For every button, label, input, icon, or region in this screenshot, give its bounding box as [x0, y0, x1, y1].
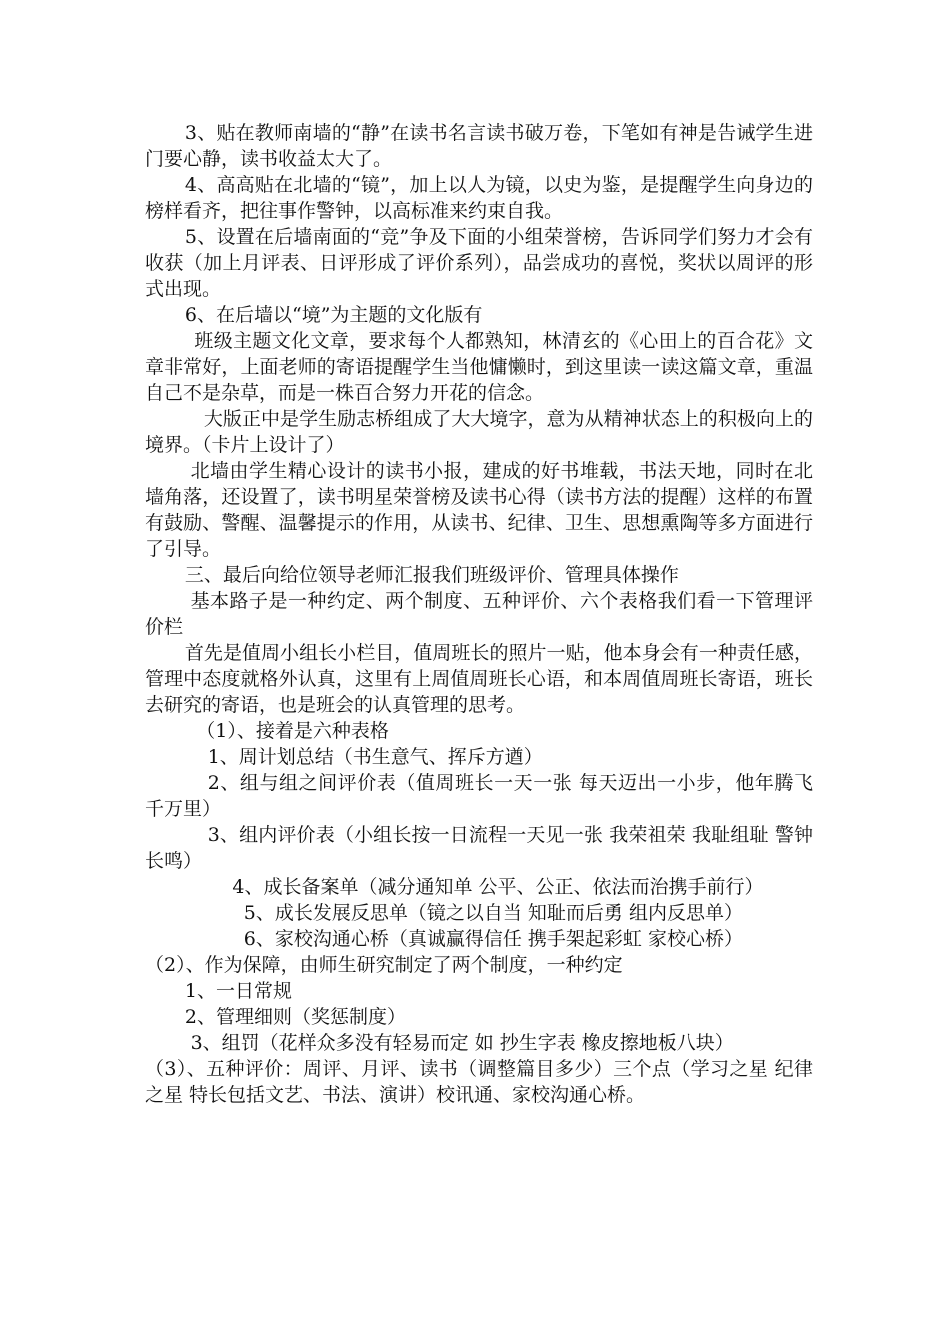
paragraph-realm-board: 6、在后墙以“境”为主题的文化版有 [184, 304, 483, 326]
list-item-management-rules: 2、管理细则（奖惩制度） [184, 1006, 406, 1028]
paragraph-five-evaluations: （3）、五种评价：周评、月评、读书（调整篇目多少）三个点（学习之星 纪律之星 特长包括文艺、书法、演讲）校讯通、家校沟通心桥。 [145, 1058, 813, 1106]
list-item-weekly-plan: 1、周计划总结（书生意气、挥斥方遒） [207, 746, 543, 768]
paragraph-six-forms: （1）、接着是六种表格 [196, 720, 389, 742]
list-item-growth-record: 4、成长备案单（减分通知单 公平、公正、依法而治携手前行） [232, 876, 764, 898]
paragraph-mirror-wall: 4、高高贴在北墙的“镜”，加上以人为镜，以史为鉴，是提醒学生向身边的榜样看齐，把往事作警钟，以高标准来约束自我。 [145, 174, 813, 222]
paragraph-basic-approach: 基本路子是一种约定、两个制度、五种评价、六个表格我们看一下管理评价栏 [145, 590, 813, 638]
paragraph-theme-article: 班级主题文化文章，要求每个人都熟知，林清玄的《心田上的百合花》文章非常好，上面老师的寄语提醒学生当他慵懒时，到这里读一读这篇文章，重温自己不是杂草，而是一株百合努力开花的信念。 [145, 330, 813, 404]
paragraph-quiet-wall: 3、贴在教师南墙的“静”在读书名言读书破万卷，下笔如有神是告诫学生进门要心静，读书收益太大了。 [145, 122, 813, 170]
paragraph-two-systems: （2）、作为保障，由师生研究制定了两个制度，一种约定 [145, 954, 623, 976]
list-item-daily-routine: 1、一日常规 [184, 980, 292, 1002]
paragraph-north-wall: 北墙由学生精心设计的读书小报，建成的好书堆载，书法天地，同时在北墙角落，还设置了，读书明星荣誉榜及读书心得（读书方法的提醒）这样的布置有鼓励、警醒、温馨提示的作用，从读书、纪律、卫生、思想熏陶等多方面进行了引导。 [145, 460, 813, 560]
paragraph-section-three: 三、最后向给位领导老师汇报我们班级评价、管理具体操作 [184, 564, 679, 586]
list-item-in-group-evaluation: 3、组内评价表（小组长按一日流程一天见一张 我荣祖荣 我耻组耻 警钟长鸣） [145, 824, 813, 872]
paragraph-competition-wall: 5、设置在后墙南面的“竞”争及下面的小组荣誉榜，告诉同学们努力才会有收获（加上月评表、日评形成了评价系列），品尝成功的喜悦，奖状以周评的形式出现。 [145, 226, 813, 300]
paragraph-main-board: 大版正中是学生励志桥组成了大大境字，意为从精神状态上的积极向上的境界。（卡片上设计了） [145, 408, 813, 456]
list-item-group-penalty: 3、组罚（花样众多没有轻易而定 如 抄生字表 橡皮擦地板八块） [190, 1032, 734, 1054]
list-item-home-school-bridge: 6、家校沟通心桥（真诚赢得信任 携手架起彩虹 家校心桥） [243, 928, 743, 950]
paragraph-duty-leader: 首先是值周小组长小栏目，值周班长的照片一贴，他本身会有一种责任感，管理中态度就格外认真，这里有上周值周班长心语，和本周值周班长寄语，班长去研究的寄语，也是班会的认真管理的思考。 [145, 642, 813, 716]
list-item-group-evaluation: 2、组与组之间评价表（值周班长一天一张 每天迈出一小步，他年腾飞千万里） [145, 772, 813, 820]
document-body [145, 120, 813, 1108]
list-item-reflection-form: 5、成长发展反思单（镜之以自当 知耻而后勇 组内反思单） [243, 902, 743, 924]
